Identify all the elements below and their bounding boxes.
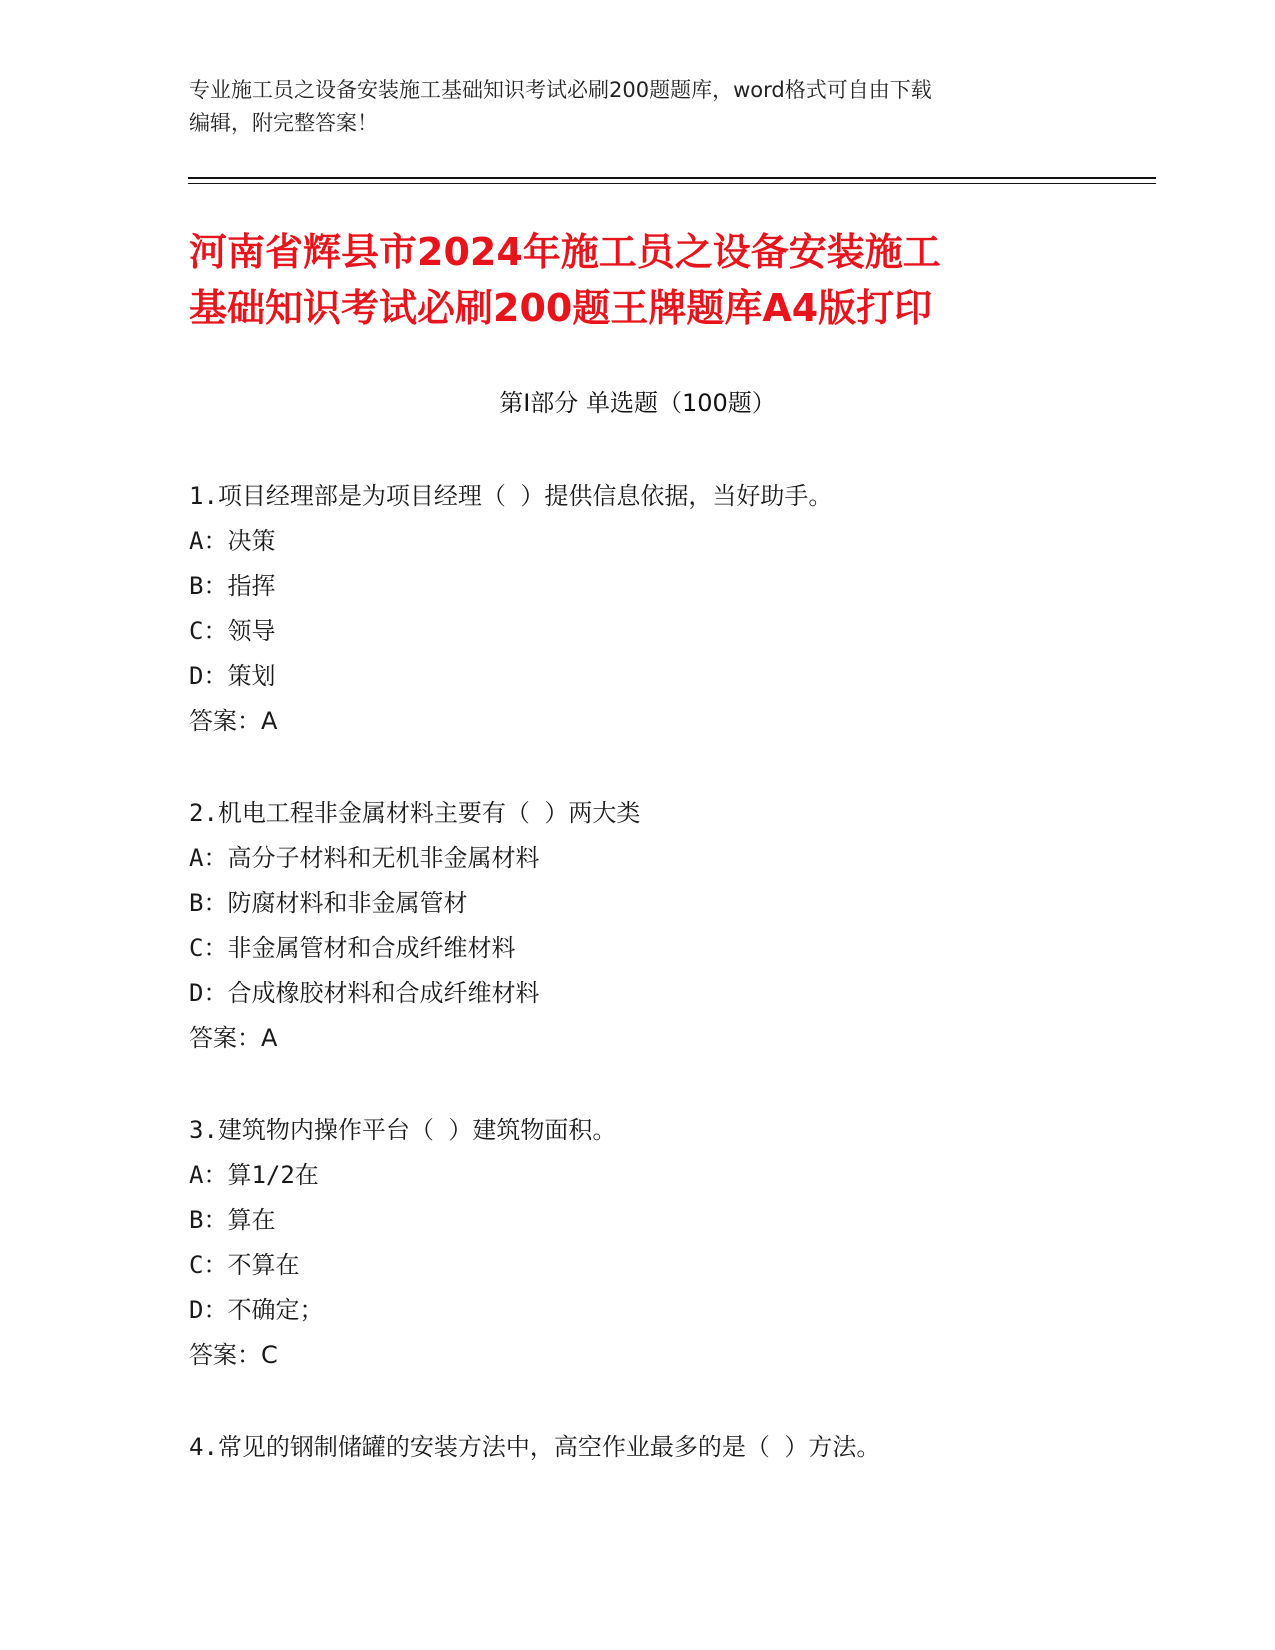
header-divider-thick	[188, 177, 1156, 179]
option-c: C：不算在	[189, 1251, 300, 1279]
header-note-line-1: 专业施工员之设备安装施工基础知识考试必刷200题题库，word格式可自由下载	[189, 78, 932, 102]
option-a: A：高分子材料和无机非金属材料	[189, 844, 540, 872]
document-title	[189, 224, 1149, 336]
question-stem: 1.项目经理部是为项目经理（ ）提供信息依据，当好助手。	[189, 482, 833, 510]
question-stem: 3.建筑物内操作平台（ ）建筑物面积。	[189, 1116, 617, 1144]
answer: 答案：A	[189, 1024, 278, 1052]
option-b: B：防腐材料和非金属管材	[189, 889, 468, 917]
document-title-line-1: 河南省辉县市2024年施工员之设备安装施工	[189, 230, 941, 274]
question-stem: 4.常见的钢制储罐的安装方法中，高空作业最多的是（ ）方法。	[189, 1433, 881, 1461]
option-a: A：算1/2在	[189, 1161, 319, 1189]
option-b: B：指挥	[189, 572, 276, 600]
question-3	[189, 1108, 1149, 1378]
option-a: A：决策	[189, 527, 276, 555]
header-divider-thin	[188, 183, 1156, 184]
option-c: C：非金属管材和合成纤维材料	[189, 934, 516, 962]
document-title-line-2: 基础知识考试必刷200题王牌题库A4版打印	[189, 286, 933, 330]
option-d: D：策划	[189, 662, 276, 690]
option-d: D：不确定；	[189, 1296, 324, 1324]
question-4	[189, 1425, 1149, 1470]
option-b: B：算在	[189, 1206, 276, 1234]
question-2	[189, 791, 1149, 1061]
section-title: 第Ⅰ部分 单选题（100题）	[499, 389, 776, 417]
answer: 答案：C	[189, 1341, 278, 1369]
question-stem: 2.机电工程非金属材料主要有（ ）两大类	[189, 799, 641, 827]
option-d: D：合成橡胶材料和合成纤维材料	[189, 979, 540, 1007]
question-1	[189, 474, 1149, 744]
option-c: C：领导	[189, 617, 276, 645]
header-note-line-2: 编辑，附完整答案！	[189, 111, 378, 135]
header-note	[189, 74, 1069, 140]
answer: 答案：A	[189, 707, 278, 735]
